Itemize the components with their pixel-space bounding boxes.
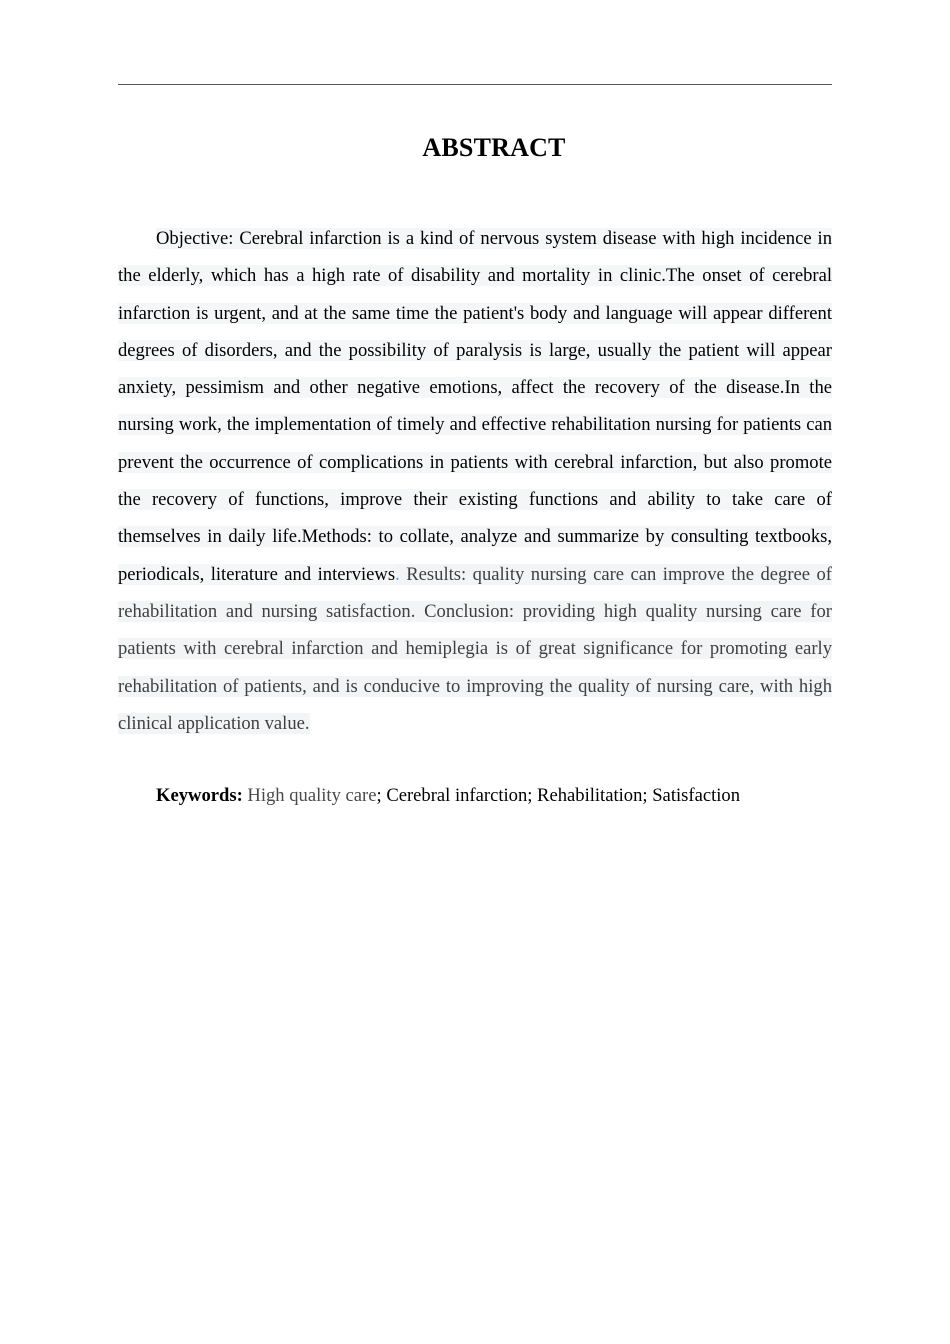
abstract-paragraph: [118, 220, 832, 742]
keyword-high-quality-care: High quality care: [242, 785, 377, 806]
header-rule: [118, 84, 832, 85]
abstract-objective-methods-text: Objective: Cerebral infarction is a kind of nervous system disease with high incidence in the elderly, which has a high rate of disability and mortality in clinic.The onset of cerebral infarction is urgent, and at the same time the patient's body and language will appear different degrees of disorders, and the possibility of paralysis is large, usually the patient will appear anxiety, pessimism and other negative emotions, affect the recovery of the disease.In the nursing work, the implementation of timely and effective rehabilitation nursing for patients can prevent the occurrence of complications in patients with cerebral infarction, but also promote the recovery of functions, improve their existing functions and ability to take care of themselves in daily life.Methods: to collate, analyze and summarize by consulting textbooks, periodicals, literature and interviews: [118, 228, 832, 585]
abstract-title: ABSTRACT: [422, 133, 566, 162]
keywords-remaining: ; Cerebral infarction; Rehabilitation; Satisfaction: [376, 785, 741, 806]
keywords-label: Keywords:: [156, 785, 243, 806]
abstract-results-conclusion-text: Results: quality nursing care can improve the degree of rehabilitation and nursing satisfaction. Conclusion: providing high quality nursing care for patients with cerebral infarction and hemiplegia is of great significance for promoting early rehabilitation of patients, and is conducive to improving the quality of nursing care, with high clinical application value.: [118, 563, 832, 734]
abstract-separator: .: [395, 563, 400, 585]
keywords-line: [156, 777, 836, 814]
